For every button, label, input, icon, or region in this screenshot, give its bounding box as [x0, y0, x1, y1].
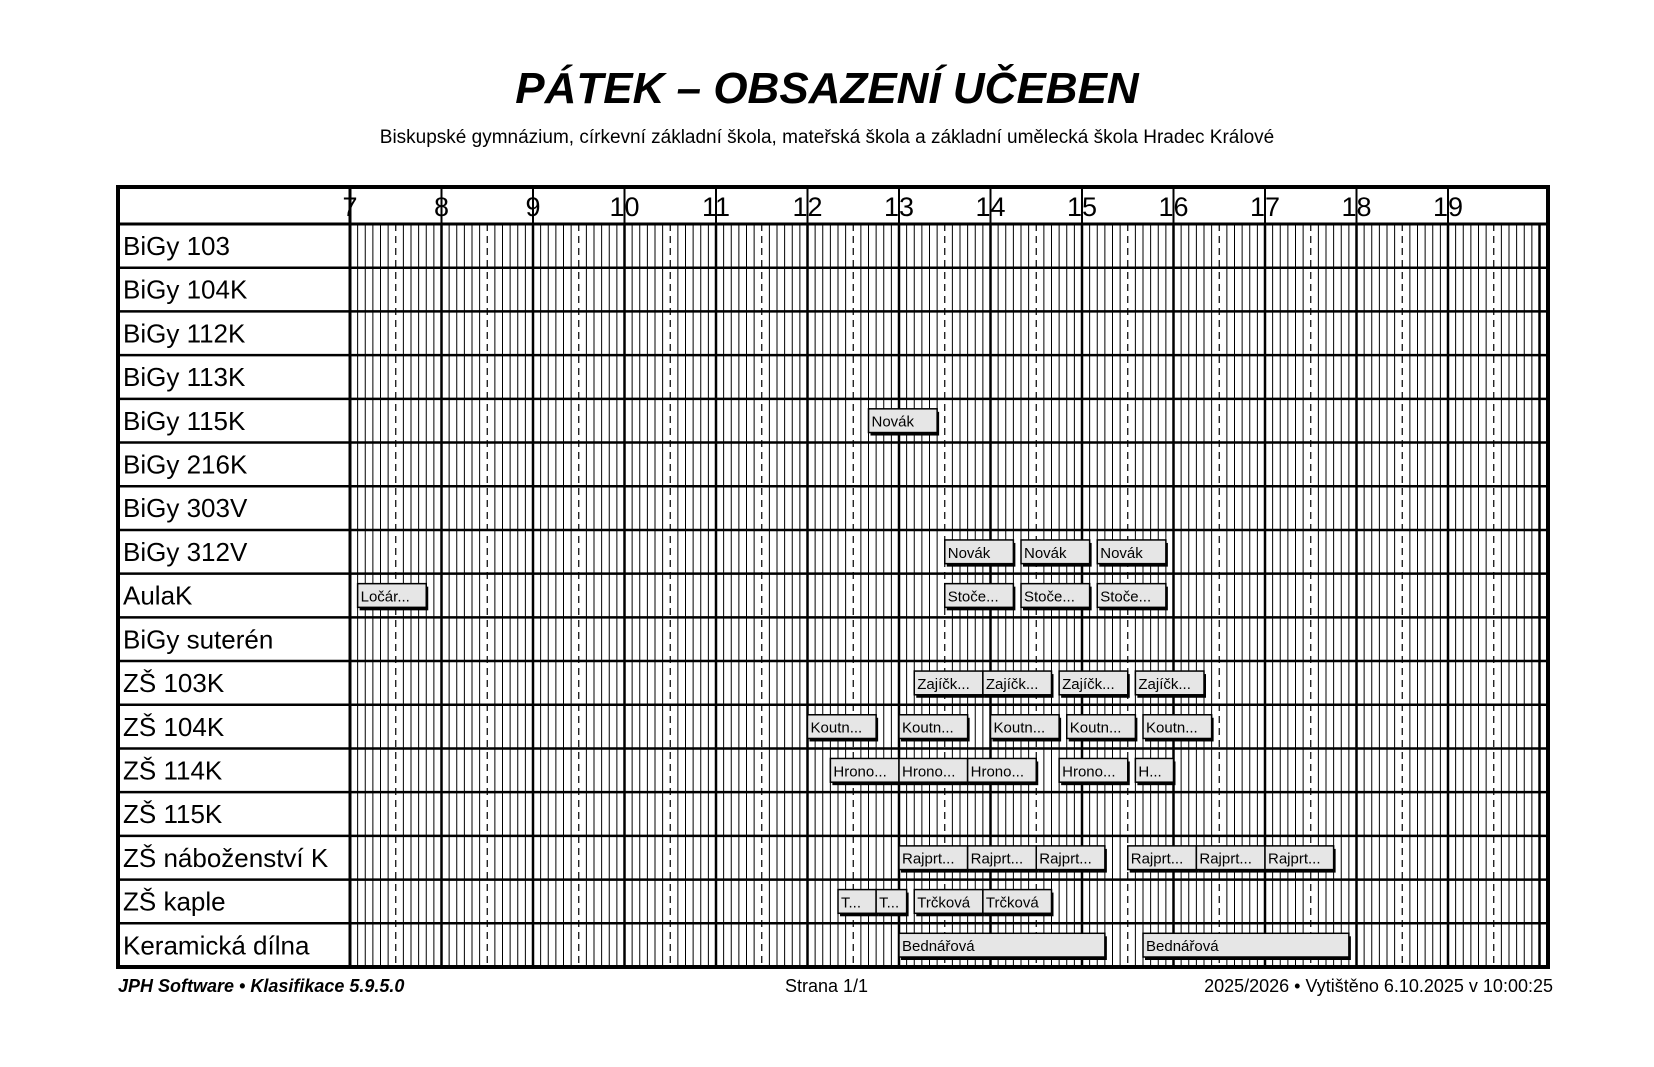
booking-label: Novák: [1100, 544, 1143, 562]
booking-label: Rajprt...: [902, 850, 955, 868]
hour-label: 14: [975, 192, 1006, 222]
hour-label: 12: [792, 192, 823, 222]
room-label: AulaK: [123, 580, 193, 611]
booking-label: Bednářová: [1146, 938, 1219, 956]
room-label: ZŠ 103K: [123, 668, 225, 699]
room-label: BiGy 104K: [123, 274, 248, 305]
booking-label: Koutn...: [902, 719, 954, 737]
booking-label: Rajprt...: [1199, 850, 1252, 868]
footer-page-number: Strana 1/1: [785, 976, 869, 996]
room-label: BiGy suterén: [123, 624, 274, 655]
room-label: ZŠ 104K: [123, 711, 225, 742]
booking-label: T...: [841, 894, 862, 912]
booking-label: Koutn...: [993, 719, 1046, 737]
room-label: ZŠ náboženství K: [123, 842, 329, 873]
booking-label: Zajíčk...: [1138, 675, 1191, 693]
booking-label: Rajprt...: [1039, 850, 1092, 868]
room-label: BiGy 303V: [123, 493, 248, 524]
hour-label: 17: [1249, 192, 1281, 222]
footer-software: JPH Software • Klasifikace 5.9.5.0: [118, 976, 405, 996]
room-label: BiGy 216K: [123, 449, 248, 480]
booking-label: Stoče...: [947, 588, 999, 606]
booking-label: Zajíčk...: [1062, 675, 1115, 693]
booking-label: Ločár...: [360, 588, 410, 606]
hour-label: 19: [1432, 192, 1464, 222]
room-label: Keramická dílna: [123, 930, 310, 961]
booking-label: Bednářová: [902, 938, 975, 956]
booking-label: Zajíčk...: [917, 675, 970, 693]
hour-label: 11: [701, 192, 731, 222]
booking-label: Novák: [871, 413, 915, 431]
room-label: BiGy 113K: [123, 362, 246, 393]
hour-label: 13: [883, 192, 915, 222]
booking-label: Hrono...: [902, 763, 956, 781]
hour-label: 15: [1066, 192, 1098, 222]
booking-label: Trčková: [985, 894, 1039, 912]
booking-label: Hrono...: [833, 763, 887, 781]
booking-label: Koutn...: [810, 719, 863, 737]
booking-label: H...: [1138, 763, 1162, 781]
booking-label: Rajprt...: [970, 850, 1024, 868]
booking-label: T...: [879, 894, 900, 912]
booking-label: Koutn...: [1146, 719, 1198, 737]
room-label: BiGy 312V: [123, 536, 248, 567]
room-label: BiGy 103: [123, 231, 230, 261]
hour-label: 16: [1158, 192, 1189, 222]
booking-label: Koutn...: [1069, 719, 1122, 737]
booking-label: Stoče...: [1100, 588, 1152, 606]
booking-label: Hrono...: [970, 763, 1024, 781]
footer-print-info: 2025/2026 • Vytištěno 6.10.2025 v 10:00:25: [1204, 976, 1553, 996]
room-label: BiGy 112K: [123, 318, 246, 349]
booking-label: Stoče...: [1024, 588, 1075, 606]
booking-label: Trčková: [917, 894, 971, 912]
booking-label: Rajprt...: [1130, 850, 1184, 868]
booking-label: Novák: [947, 544, 991, 562]
hour-label: 9: [525, 192, 541, 222]
booking-label: Novák: [1024, 544, 1067, 562]
booking-label: Rajprt...: [1268, 850, 1321, 868]
hour-label: 18: [1341, 192, 1372, 222]
room-label: BiGy 115K: [123, 405, 246, 436]
hour-label: 7: [342, 192, 358, 222]
room-label: ZŠ kaple: [123, 886, 226, 917]
page-subtitle: Biskupské gymnázium, církevní základní škola, mateřská škola a základní umělecká škola Hradec Králové: [379, 127, 1275, 148]
booking-label: Zajíčk...: [985, 675, 1039, 693]
page-title: PÁTEK – OBSAZENÍ UČEBEN: [515, 64, 1139, 113]
room-label: ZŠ 115K: [123, 799, 223, 830]
room-label: ZŠ 114K: [123, 755, 223, 786]
hour-label: 10: [609, 192, 640, 222]
hour-label: 8: [433, 192, 450, 222]
booking-label: Hrono...: [1062, 763, 1116, 781]
